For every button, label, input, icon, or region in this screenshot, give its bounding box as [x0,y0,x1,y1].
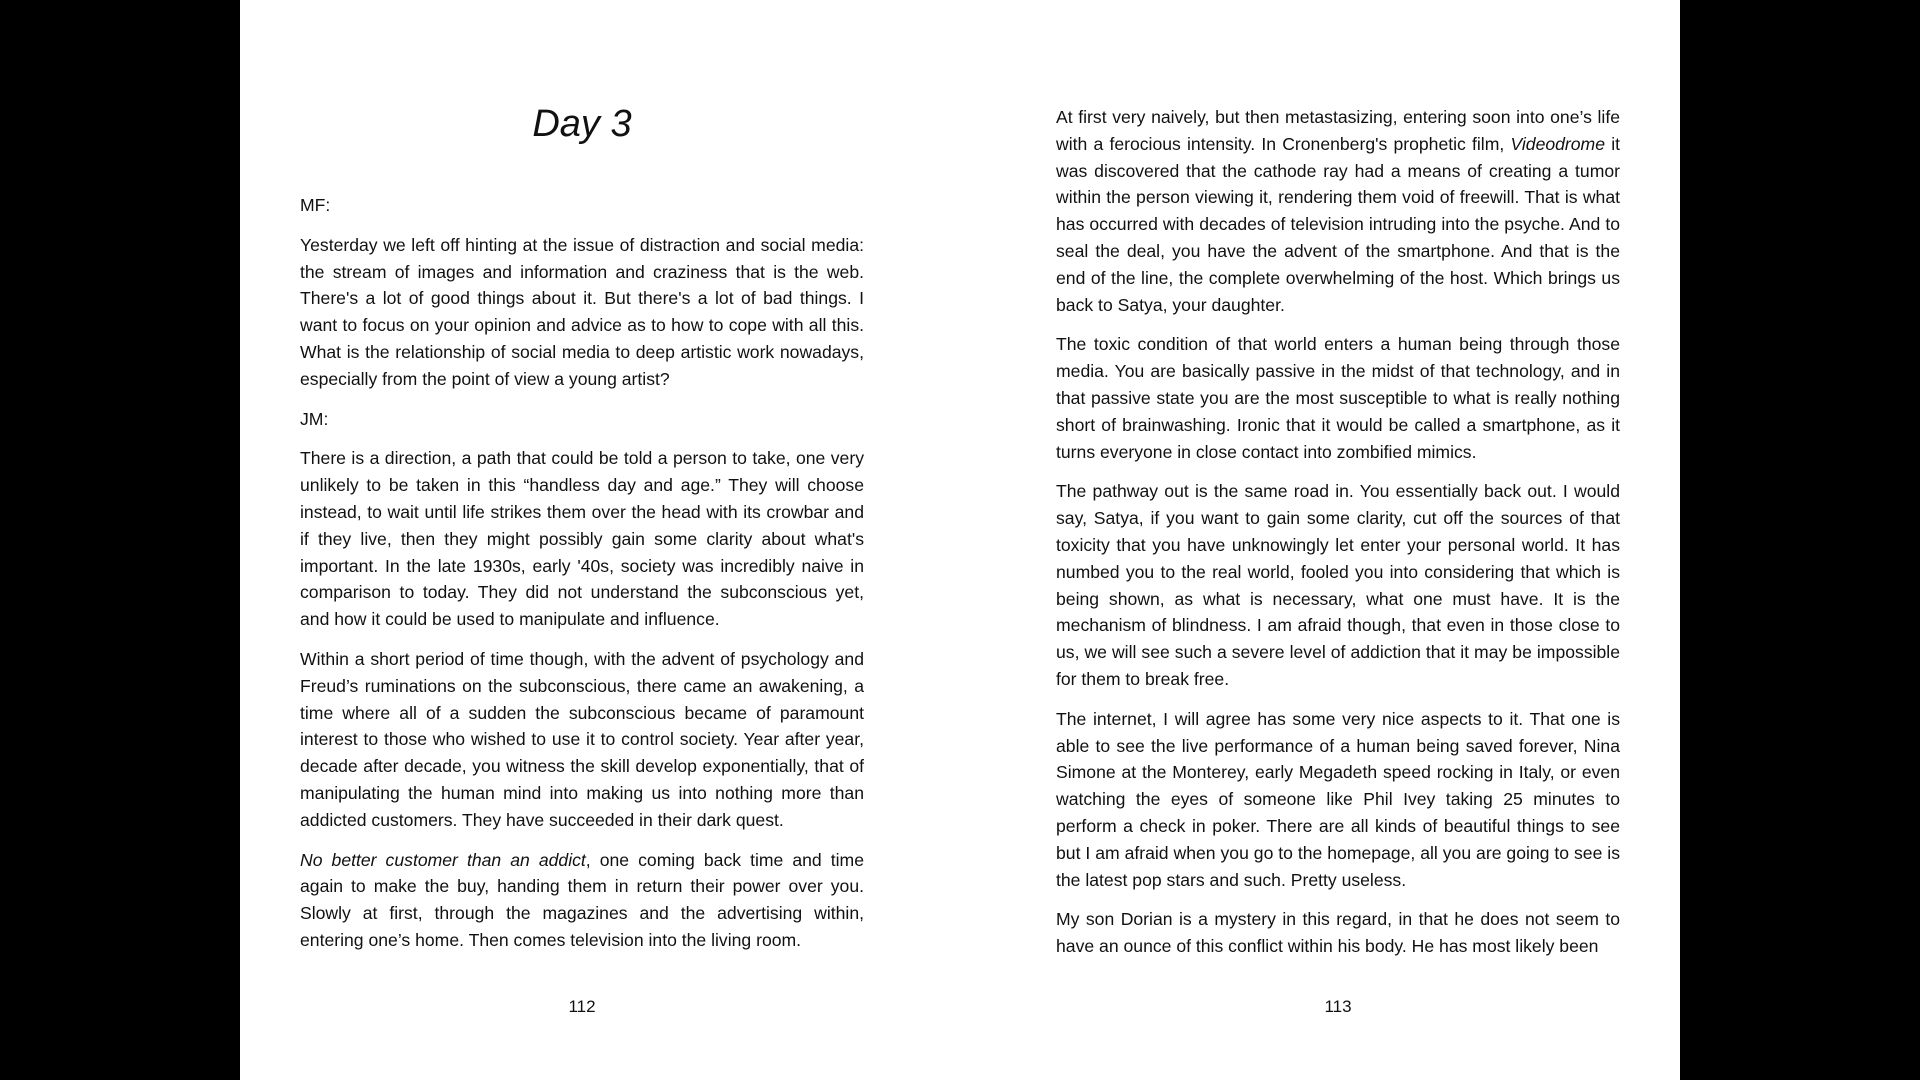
left-page [300,0,864,1080]
paragraph: Within a short period of time though, with the advent of psychology and Freud’s ruminations on the subconscious, there came an awakening, a time where all of a sudden the subconscious became of paramount interest to those who wished to use it to control society. Year after year, decade after decade, you witness the skill develop exponentially, that of manipulating the human mind into making us into nothing more than addicted customers. They have succeeded in their dark quest. [300,648,864,830]
right-page [1056,0,1620,1080]
paragraph: The internet, I will agree has some very nice aspects to it. That one is able to see the live performance of a human being saved forever, Nina Simone at the Monterey, early Megadeth speed rocking in Italy, or even watching the eyes of someone like Phil Ivey taking 25 minutes to perform a check in poker. There are all kinds of beautiful things to see but I am afraid when you go to the homepage, all you are going to see is the latest pop stars and such. Pretty useless. [1056,708,1620,890]
paragraph: The toxic condition of that world enters a human being through those media. You are basically passive in the midst of that technology, and in that passive state you are the most susceptible to what is really nothing short of brainwashing. Ironic that it would be called a smartphone, as it turns everyone in close contact into zombified mimics. [1056,334,1620,462]
paragraph [300,847,864,954]
paragraph-text: , one coming back time and time again to make the buy, handing them in return their power over you. Slowly at first, through the magazines and the advertising within, entering one’s home. Then comes television into the living room. [300,849,864,950]
paragraph: Yesterday we left off hinting at the issue of distraction and social media: the stream of images and information and craziness that is the web. There's a lot of good things about it. But there's a lot of bad things. I want to focus on your opinion and advice as to how to cope with all this. What is the relationship of social media to deep artistic work nowadays, especially from the point of view a young artist? [300,234,864,389]
paragraph-text: At first very naively, but then metastasizing, entering soon into one’s life with a ferocious intensity. In Cronenberg's prophetic film, [1056,107,1620,154]
page-number-left: 112 [568,997,596,1016]
paragraph-text: it was discovered that the cathode ray had a means of creating a tumor within the person viewing it, rendering them void of freewill. That is what has occurred with decades of television intruding into the psyche. And to seal the deal, you have the advent of the smartphone. And that is the end of the line, the complete overwhelming of the host. Which brings us back to Satya, your daughter. [1056,133,1620,315]
speaker-label-mf: MF: [300,195,331,215]
paragraph [1056,104,1620,318]
paragraph: There is a direction, a path that could be told a person to take, one very unlikely to be taken in this “handless day and age.” They will choose instead, to wait until life strikes them over the head with its crowbar and if they live, then they might possibly gain some clarity about what's important. In the late 1930s, early '40s, society was incredibly naive in comparison to today. They did not understand the subconscious yet, and how it could be used to manipulate and influence. [300,448,864,630]
page-number-right: 113 [1324,997,1352,1016]
right-page-text [1056,104,1620,973]
paragraph: The pathway out is the same road in. You essentially back out. I would say, Satya, if you want to gain some clarity, cut off the sources of that toxicity that you have unknowingly let enter your personal world. It has numbed you to the real world, fooled you into considering that which is being shown, as what is necessary, what one must have. It is the mechanism of blindness. I am afraid though, that even in those close to us, we will see such a severe level of addiction that it may be impossible for them to break free. [1056,481,1620,689]
chapter-title: Day 3 [532,103,632,145]
book-spread [240,0,1680,1080]
film-title: Videodrome [1510,133,1606,154]
italic-phrase: No better customer than an addict [300,849,586,870]
paragraph: My son Dorian is a mystery in this regard, in that he does not seem to have an ounce of this conflict within his body. He has most likely been [1056,909,1620,957]
left-page-text [300,192,864,967]
speaker-label-jm: JM: [300,408,329,429]
